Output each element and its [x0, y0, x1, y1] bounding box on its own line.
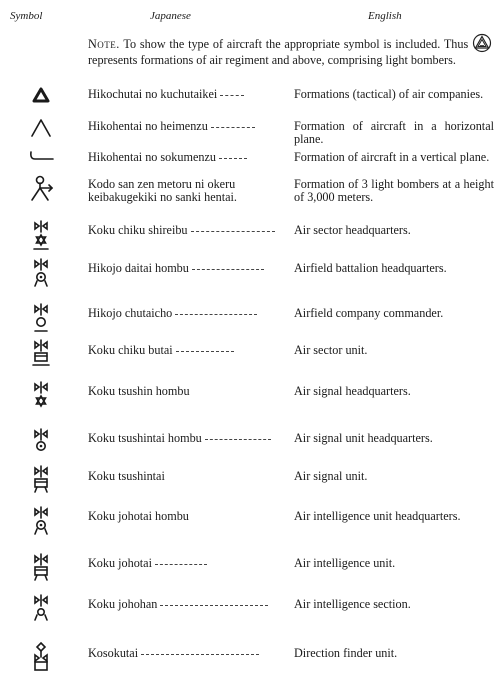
japanese-term-text: Hikohentai no heimenzu [88, 119, 208, 133]
english-column-header: English [368, 10, 402, 22]
japanese-term [88, 151, 283, 164]
japanese-term [88, 88, 283, 101]
japanese-term [88, 470, 283, 483]
air-intelligence-unit-hq-icon [24, 506, 58, 540]
japanese-term [88, 262, 283, 275]
english-translation: Direction finder unit. [294, 646, 398, 660]
leader-dots [192, 269, 264, 270]
japanese-term [88, 557, 283, 570]
chevron-icon [24, 116, 58, 138]
note-text-after: represents formations of air regiment and above, comprising light bombers. [88, 52, 456, 67]
japanese-term-text: Kosokutai [88, 646, 139, 660]
leader-dots [191, 231, 275, 232]
leader-dots [176, 351, 234, 352]
air-intelligence-section-icon [24, 594, 58, 628]
air-intelligence-unit-icon [24, 553, 58, 587]
japanese-term [88, 432, 283, 445]
japanese-term [88, 510, 283, 523]
airfield-company-commander-icon [24, 303, 58, 337]
japanese-term-text: Koku tsushintai [88, 469, 165, 483]
english-translation: Air sector headquarters. [294, 223, 411, 237]
note-label: Note. [88, 37, 120, 51]
japanese-term-text: Koku johotai [88, 556, 152, 570]
symbol-column-header: Symbol [10, 10, 43, 22]
english-translation: Formations (tactical) of air companies. [294, 87, 484, 101]
note-paragraph [88, 34, 492, 68]
leader-dots [220, 95, 244, 96]
air-sector-hq-icon [24, 220, 58, 254]
english-translation: Airfield battalion headquarters. [294, 261, 447, 275]
leader-dots [155, 564, 207, 565]
japanese-term-text: Hikojo chutaicho [88, 306, 173, 320]
leader-dots [219, 158, 247, 159]
air-signal-hq-icon [24, 381, 58, 415]
japanese-term [88, 307, 283, 320]
english-translation: Air sector unit. [294, 343, 368, 357]
leader-dots [141, 654, 259, 655]
japanese-term-text: Hikohentai no sokumenzu [88, 150, 216, 164]
leader-dots [160, 605, 268, 606]
japanese-term-text: Koku tsushin hombu [88, 384, 190, 398]
japanese-term [88, 120, 283, 133]
english-translation: Air intelligence unit. [294, 556, 396, 570]
japanese-term-text: Kodo san zen metoru ni okeru keibakugekiki no sanki hentai. [88, 177, 237, 204]
note-text-before: To show the type of aircraft the appropriate symbol is included. Thus [123, 37, 469, 51]
english-translation: Formation of 3 light bombers at a height of 3,000 meters. [294, 177, 494, 204]
japanese-term [88, 344, 283, 357]
airfield-battalion-hq-icon [24, 258, 58, 292]
japanese-term [88, 385, 283, 398]
hook-line-icon [24, 149, 58, 163]
japanese-term [88, 647, 283, 660]
japanese-term-text: Koku tsushintai hombu [88, 431, 202, 445]
leader-dots [175, 314, 257, 315]
japanese-term-text: Hikochutai no kuchutaikei [88, 87, 218, 101]
japanese-term [88, 598, 283, 611]
leader-dots [211, 127, 255, 128]
english-translation: Air intelligence section. [294, 597, 411, 611]
english-translation: Formation of aircraft in a vertical plane. [294, 150, 490, 164]
japanese-term-text: Koku johohan [88, 597, 158, 611]
japanese-term-text: Koku chiku shireibu [88, 223, 188, 237]
japanese-term [88, 224, 283, 237]
english-translation: Air signal headquarters. [294, 384, 411, 398]
english-translation: Air signal unit. [294, 469, 368, 483]
direction-finder-unit-icon [24, 641, 58, 677]
light-bomber-regiment-symbol-icon [472, 34, 492, 52]
light-bomber-formation-icon [24, 174, 58, 208]
triangle-icon [24, 86, 58, 106]
english-translation: Air signal unit headquarters. [294, 431, 433, 445]
english-translation: Air intelligence unit headquarters. [294, 509, 461, 523]
english-translation: Formation of aircraft in a horizontal plane. [294, 119, 494, 146]
english-translation: Airfield company commander. [294, 306, 444, 320]
japanese-term-text: Hikojo daitai hombu [88, 261, 189, 275]
air-sector-unit-icon [24, 340, 58, 370]
air-signal-unit-icon [24, 466, 58, 496]
japanese-column-header: Japanese [150, 10, 191, 22]
japanese-term-text: Koku chiku butai [88, 343, 173, 357]
japanese-term [88, 178, 283, 204]
leader-dots [205, 439, 271, 440]
air-signal-unit-hq-icon [24, 428, 58, 458]
japanese-term-text: Koku johotai hombu [88, 509, 189, 523]
